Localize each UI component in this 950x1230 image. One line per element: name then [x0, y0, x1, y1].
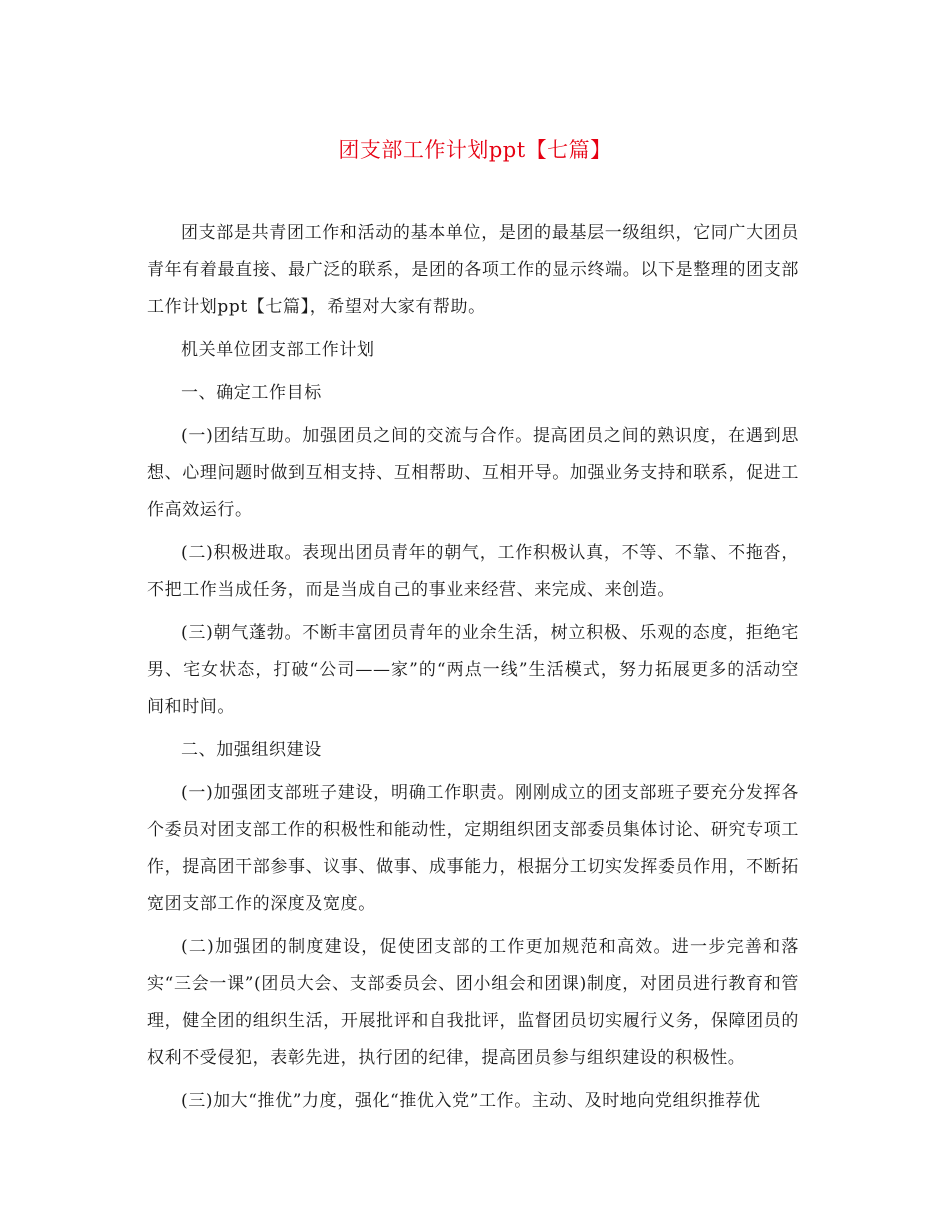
paragraph-goal-1: (一)团结互助。加强团员之间的交流与合作。提高团员之间的熟识度，在遇到思想、心理问题时做到互相支持、互相帮助、互相开导。加强业务支持和联系，促进工作高效运行。 — [147, 426, 799, 520]
section-heading-org: 机关单位团支部工作计划 — [181, 340, 375, 360]
paragraph-intro: 团支部是共青团工作和活动的基本单位，是团的最基层一级组织，它同广大团员青年有着最直接、最广泛的联系，是团的各项工作的显示终端。以下是整理的团支部工作计划ppt【七篇】，希望对大家有帮助。 — [147, 223, 799, 317]
paragraph-goal-3: (三)朝气蓬勃。不断丰富团员青年的业余生活，树立积极、乐观的态度，拒绝宅男、宅女状态，打破“公司——家”的“两点一线”生活模式，努力拓展更多的活动空间和时间。 — [147, 623, 799, 717]
section-heading-organization: 二、加强组织建设 — [181, 740, 322, 760]
paragraph-goal-2: (二)积极进取。表现出团员青年的朝气，工作积极认真，不等、不靠、不拖沓，不把工作当成任务，而是当成自己的事业来经营、来完成、来创造。 — [147, 543, 799, 600]
paragraph-org-1: (一)加强团支部班子建设，明确工作职责。刚刚成立的团支部班子要充分发挥各个委员对团支部工作的积极性和能动性，定期组织团支部委员集体讨论、研究专项工作，提高团干部参事、议事、做事、成事能力，根据分工切实发挥委员作用，不断拓宽团支部工作的深度及宽度。 — [147, 783, 799, 914]
section-heading-goals: 一、确定工作目标 — [181, 383, 322, 403]
paragraph-org-2: (二)加强团的制度建设，促使团支部的工作更加规范和高效。进一步完善和落实“三会一课”(团员大会、支部委员会、团小组会和团课)制度，对团员进行教育和管理，健全团的组织生活，开展批评和自我批评，监督团员切实履行义务，保障团员的权利不受侵犯，表彰先进，执行团的纪律，提高团员参与组织建设的积极性。 — [147, 937, 799, 1068]
document-title: 团支部工作计划ppt【七篇】 — [338, 138, 612, 162]
paragraph-org-3: (三)加大“推优”力度，强化“推优入党”工作。主动、及时地向党组织推荐优 — [181, 1091, 761, 1111]
document-body — [147, 215, 799, 1126]
